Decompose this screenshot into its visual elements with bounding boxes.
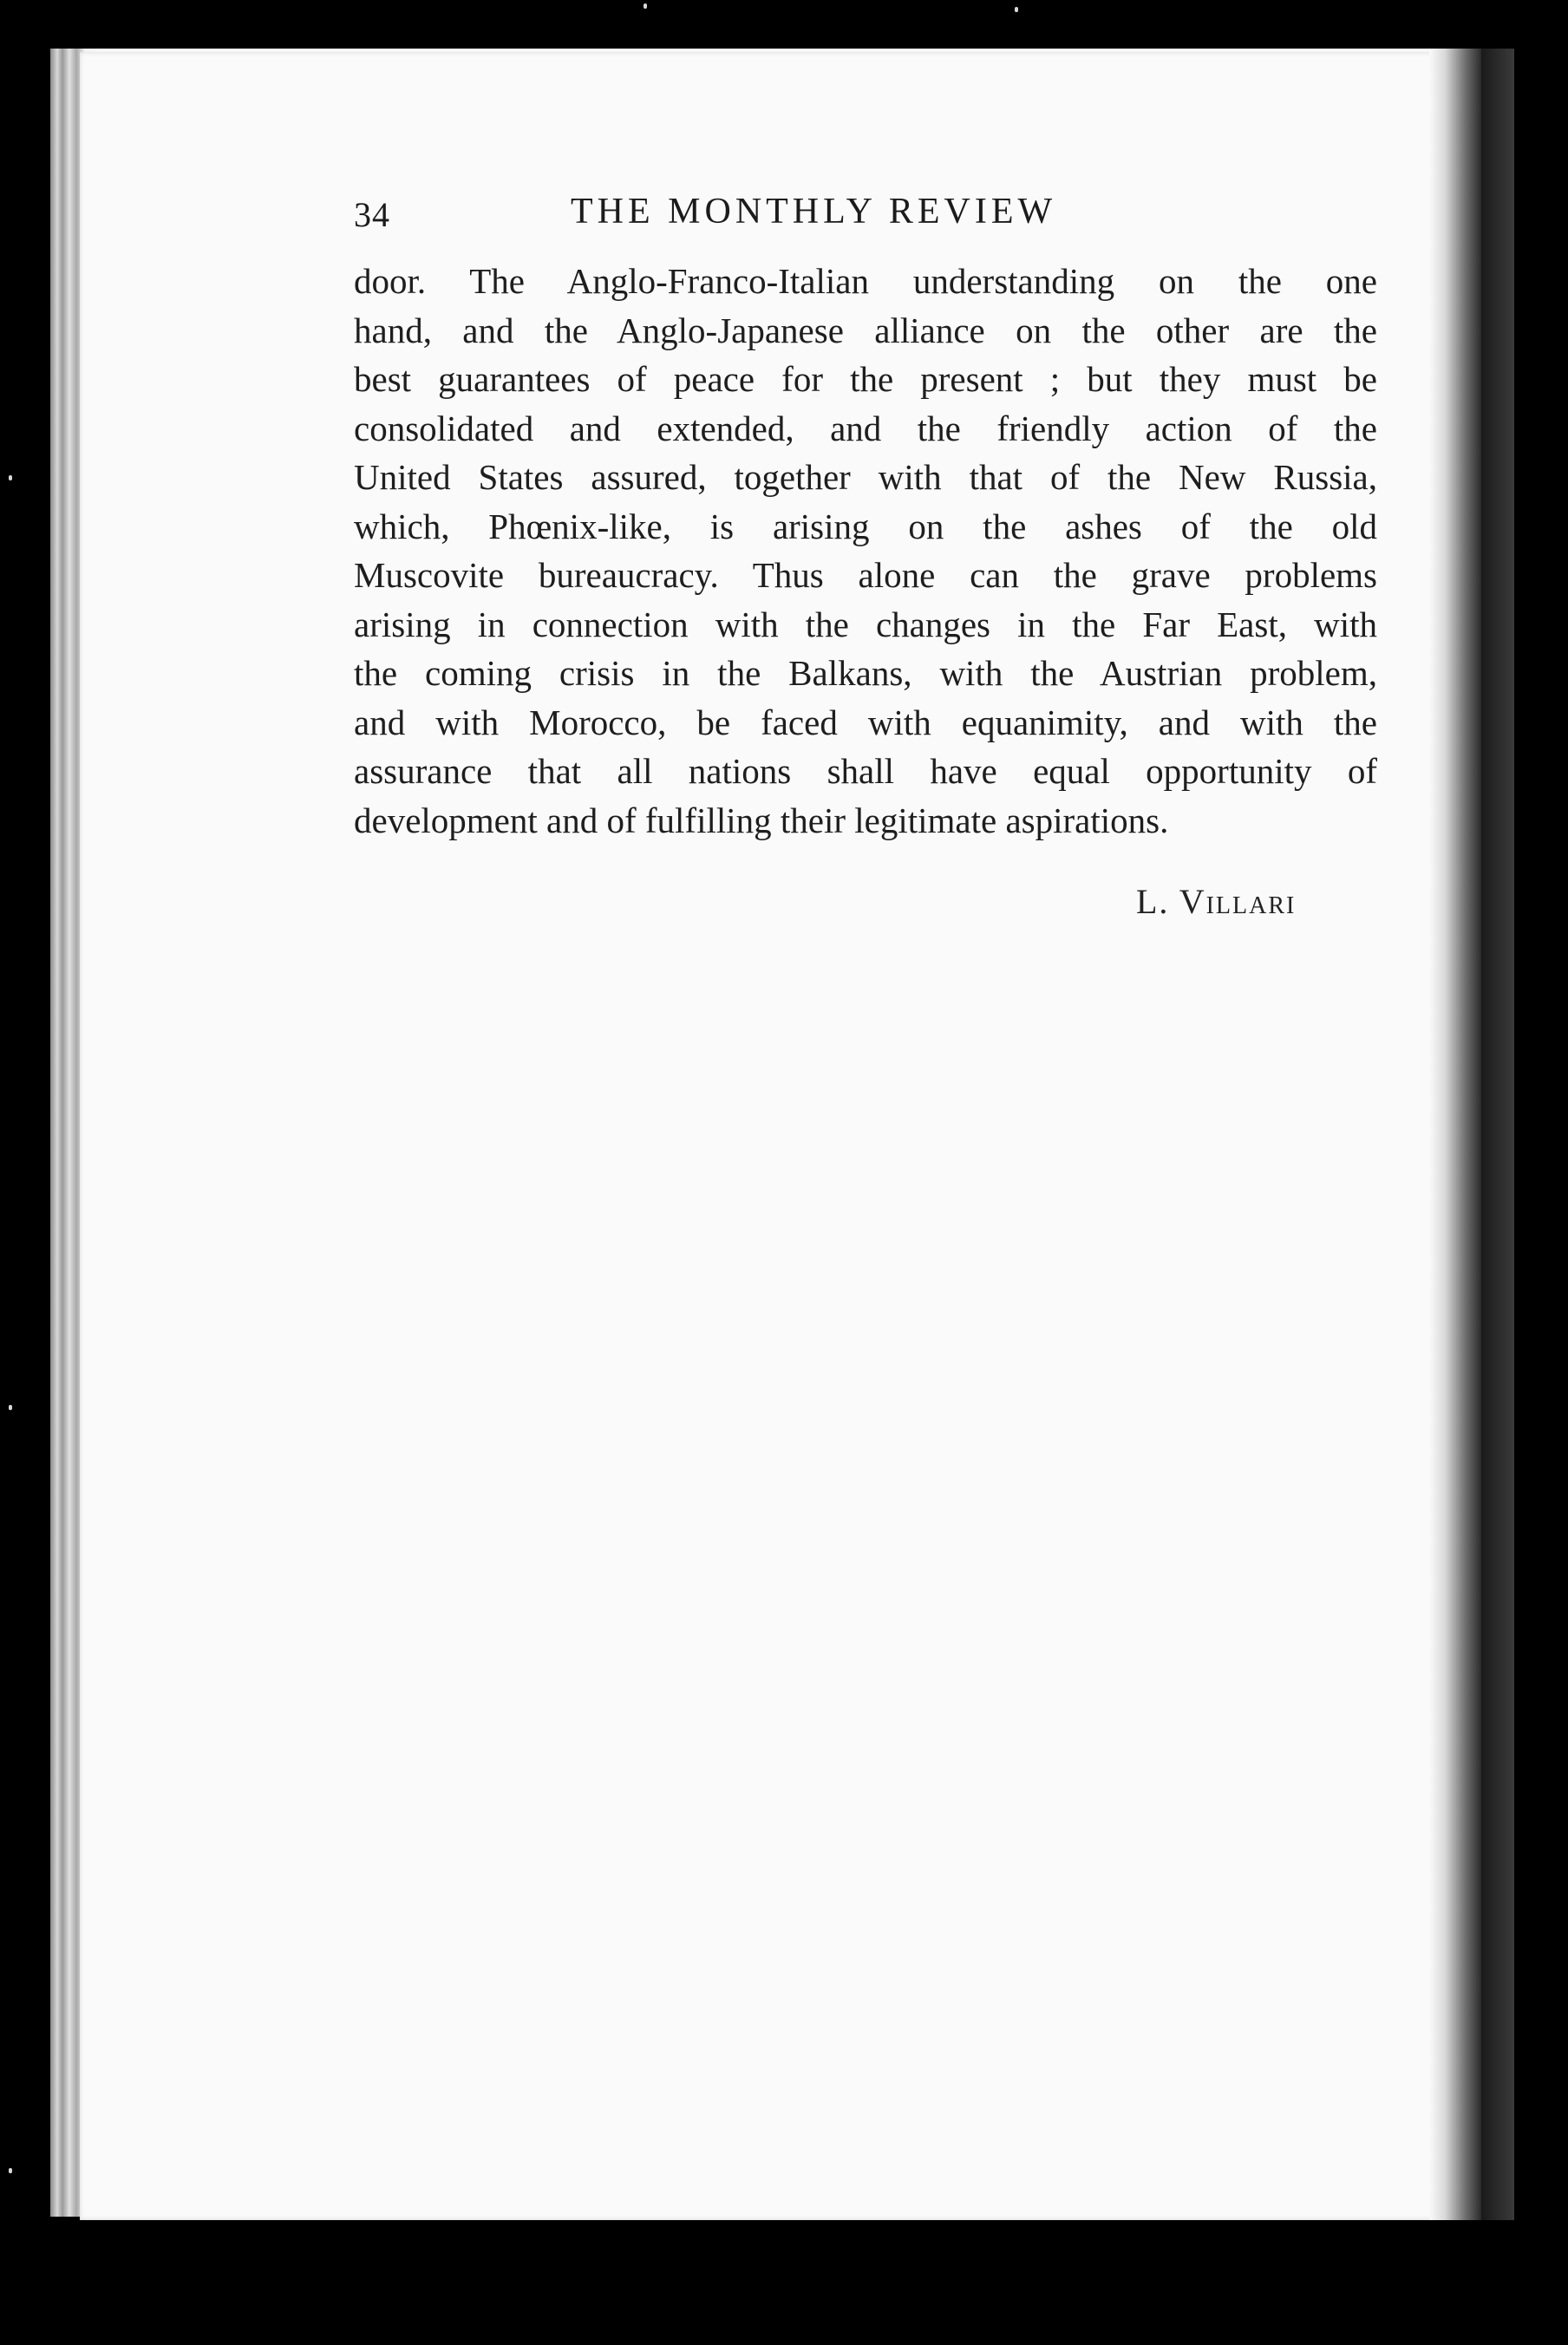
page-number: 34	[354, 195, 390, 234]
body-line: United States assured, together with that of the New Russia,	[354, 457, 1377, 497]
facing-page-edge	[1481, 49, 1514, 2220]
journal-title: THE MONTHLY REVIEW	[571, 192, 1057, 232]
body-line: hand, and the Anglo-Japanese alliance on the other are the	[354, 310, 1377, 350]
body-line: Muscovite bureaucracy. Thus alone can the grave problems	[354, 555, 1377, 595]
body-line: which, Phœnix-like, is arising on the ashes of the old	[354, 506, 1377, 546]
body-line: arising in connection with the changes in the Far East, with	[354, 604, 1377, 644]
body-line: and with Morocco, be faced with equanimity, and with the	[354, 702, 1377, 742]
book-gutter-shadow	[1429, 49, 1481, 2220]
article-body	[354, 257, 1377, 845]
body-line: door. The Anglo-Franco-Italian understanding on the one	[354, 261, 1377, 301]
scan-speck	[644, 3, 647, 9]
running-head	[354, 191, 1160, 243]
body-line: assurance that all nations shall have equal opportunity of	[354, 751, 1377, 791]
body-line: consolidated and extended, and the friendly action of the	[354, 408, 1377, 448]
body-line: the coming crisis in the Balkans, with the Austrian problem,	[354, 653, 1377, 693]
author-signature: L. Villari	[1136, 882, 1297, 921]
scan-speck	[1015, 7, 1018, 12]
body-line: development and of fulfilling their legitimate aspirations.	[354, 800, 1169, 840]
scan-speck	[9, 2168, 12, 2173]
scan-speck	[9, 475, 12, 480]
scan-speck	[9, 1405, 12, 1410]
body-line: best guarantees of peace for the present ; but they must be	[354, 359, 1377, 399]
